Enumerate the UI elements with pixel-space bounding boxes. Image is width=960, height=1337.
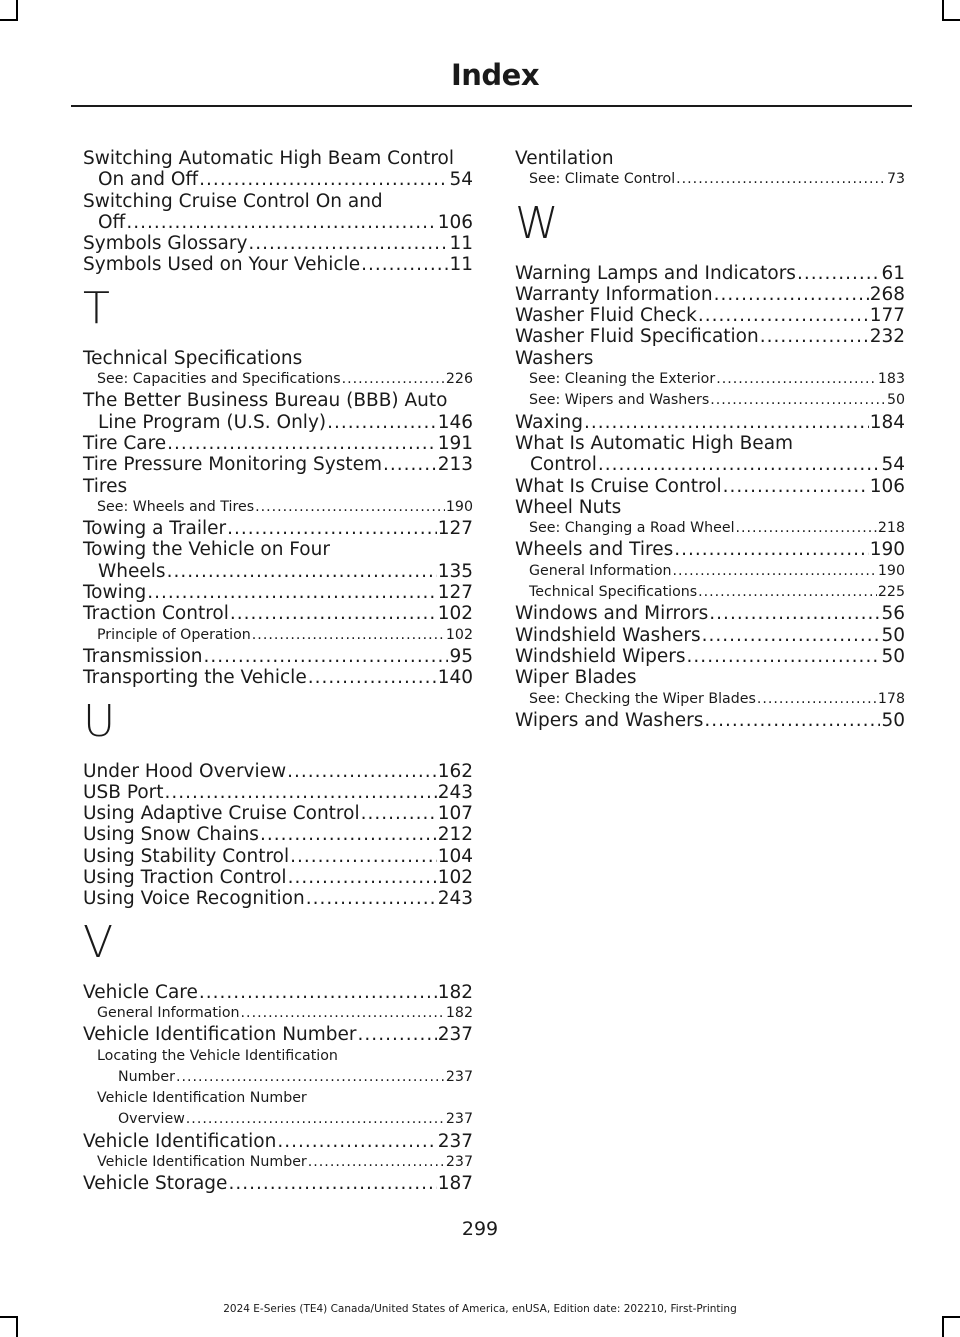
leader-dots [204,646,449,667]
index-entry [515,625,905,646]
crop-mark [942,1316,960,1318]
leader-dots [673,561,877,582]
index-term: See: Cleaning the Exterior [529,371,716,388]
index-line [83,761,473,782]
index-line [515,148,905,169]
index-line [515,625,905,646]
index-line [515,284,905,305]
index-term: Using Stability Control [83,845,290,867]
index-entry [83,539,473,582]
index-line [83,561,473,582]
index-term: Vehicle Identification Number [97,1153,307,1170]
index-line [83,982,473,1003]
index-line [529,369,905,390]
index-term: See: Capacities and Specifications [97,371,341,388]
page-ref[interactable]: 183 [877,371,905,388]
page-ref[interactable]: 187 [437,1173,473,1195]
index-subentry [515,369,905,390]
leader-dots [716,369,877,390]
page-ref[interactable]: 11 [449,233,473,255]
index-line [515,263,905,284]
page-ref[interactable]: 178 [877,690,905,707]
leader-dots [342,369,445,390]
index-line [97,1003,473,1024]
leader-dots [736,518,877,539]
index-entry [515,433,905,476]
index-entry [515,497,905,518]
index-term: Vehicle Storage [83,1173,228,1195]
page-ref[interactable]: 184 [869,411,905,433]
page-ref[interactable]: 212 [437,824,473,846]
index-line [83,254,473,275]
leader-dots [288,867,437,888]
page-ref[interactable]: 237 [445,1068,473,1085]
page-ref[interactable]: 106 [869,475,905,497]
index-term: Waxing [515,411,584,433]
index-subentry [515,518,905,539]
index-subentry [83,1003,473,1024]
index-term: Symbols Glossary [83,233,248,255]
index-line [83,1173,473,1194]
index-entry [83,433,473,454]
index-line [515,667,905,688]
leader-dots [723,476,869,497]
index-term: Tire Care [83,432,167,454]
index-line [83,888,473,909]
index-entry [83,867,473,888]
page-ref[interactable]: 61 [881,262,905,284]
leader-dots [327,412,437,433]
index-term: Towing [83,582,147,604]
leader-dots [714,284,869,305]
index-line [97,1067,473,1088]
index-subentry [83,625,473,646]
page-number: 299 [461,1218,499,1240]
index-entry [83,254,473,275]
page-ref[interactable]: 243 [437,888,473,910]
index-entry [515,326,905,347]
index-entry [83,390,473,433]
index-line [515,710,905,731]
index-entry [83,518,473,539]
page-ref[interactable]: 190 [877,562,905,579]
index-term: Using Traction Control [83,867,287,889]
index-line [83,582,473,603]
page-ref[interactable]: 218 [877,520,905,537]
index-term: Off [98,211,126,233]
index-line [97,1109,473,1130]
page-ref[interactable]: 225 [877,584,905,601]
index-line [83,169,473,190]
footer-text: 2024 E-Series (TE4) Canada/United States of America, enUSA, Edition date: 202210, First-Printing [223,1303,737,1315]
index-entry [83,803,473,824]
index-term: Using Adaptive Cruise Control [83,803,360,825]
index-line [83,803,473,824]
index-entry [83,982,473,1003]
index-line [83,846,473,867]
page-ref[interactable]: 268 [869,283,905,305]
header-rule [71,105,912,107]
page-ref[interactable]: 140 [437,667,473,689]
page-ref[interactable]: 50 [881,645,905,667]
index-entry [83,667,473,688]
section-letter: T [83,282,110,334]
leader-dots [252,625,445,646]
index-term: Under Hood Overview [83,760,287,782]
index-term: Overview [118,1111,185,1128]
index-term: Wheel Nuts [515,496,622,518]
index-term: Washer Fluid Specification [515,326,759,348]
index-line [83,454,473,475]
index-term: Towing a Trailer [83,518,227,540]
index-line [83,646,473,667]
index-entry [83,603,473,624]
leader-dots [709,603,880,624]
index-term: Transmission [83,645,203,667]
index-term: What Is Cruise Control [515,475,722,497]
index-entry [83,582,473,603]
index-subentry [515,169,905,190]
index-entry [515,412,905,433]
index-term: Symbols Used on Your Vehicle [83,254,361,276]
index-line [529,518,905,539]
index-entry [515,263,905,284]
leader-dots [167,433,437,454]
index-line [529,561,905,582]
page-ref[interactable]: 127 [437,582,473,604]
page-ref[interactable]: 73 [886,171,905,188]
page-ref[interactable]: 190 [869,539,905,561]
index-subentry [515,561,905,582]
leader-dots [361,254,448,275]
page-ref[interactable]: 162 [437,760,473,782]
leader-dots [584,412,869,433]
leader-dots [710,390,886,411]
index-line [83,1131,473,1152]
index-line [515,539,905,560]
section-letter: U [83,695,116,747]
index-line [515,305,905,326]
index-term: Number [118,1068,175,1085]
index-term: Technical Specifications [83,347,303,369]
index-term: Tire Pressure Monitoring System [83,454,383,476]
page-ref[interactable]: 106 [437,211,473,233]
index-entry [83,348,473,369]
crop-mark [0,1316,18,1318]
page-ref[interactable]: 237 [445,1111,473,1128]
leader-dots [797,263,881,284]
leader-dots [277,1131,436,1152]
page-ref[interactable]: 177 [869,305,905,327]
index-term: Principle of Operation [97,626,251,643]
leader-dots [260,824,437,845]
leader-dots [676,169,886,190]
page-ref[interactable]: 95 [449,645,473,667]
index-subentry [83,1088,473,1131]
page-ref[interactable]: 232 [869,326,905,348]
index-entry [515,710,905,731]
leader-dots [704,710,880,731]
index-term: See: Wipers and Washers [529,392,710,409]
index-line [515,348,905,369]
index-term: Windows and Mirrors [515,603,709,625]
index-entry [83,191,473,234]
index-term: USB Port [83,781,164,803]
index-entry [515,305,905,326]
page-ref[interactable]: 237 [445,1153,473,1170]
index-line [83,782,473,803]
index-entry [515,646,905,667]
page-ref[interactable]: 182 [437,981,473,1003]
index-term: Wheels [98,560,166,582]
index-subentry [515,390,905,411]
index-term: Control [530,454,597,476]
index-entry [515,348,905,369]
index-term: Windshield Washers [515,624,701,646]
index-entry [83,888,473,909]
leader-dots [255,497,445,518]
leader-dots [227,518,437,539]
index-line [515,476,905,497]
index-entry [83,1173,473,1194]
leader-dots [199,982,437,1003]
index-line [83,824,473,845]
index-entry [515,667,905,688]
index-entry [83,646,473,667]
page-ref[interactable]: 243 [437,781,473,803]
leader-dots [760,326,869,347]
page-ref[interactable]: 190 [445,498,473,515]
index-term: See: Changing a Road Wheel [529,520,735,537]
leader-dots [147,582,436,603]
index-term: See: Wheels and Tires [97,498,255,515]
index-line [515,454,905,475]
page-ref[interactable]: 102 [437,867,473,889]
index-line [529,582,905,603]
crop-mark [16,1317,18,1337]
index-term: Using Voice Recognition [83,888,305,910]
index-line [83,603,473,624]
page-ref[interactable]: 56 [881,603,905,625]
index-entry [83,846,473,867]
index-line [529,169,905,190]
page-ref[interactable]: 104 [437,845,473,867]
index-term: Warning Lamps and Indicators [515,262,796,284]
leader-dots [702,625,881,646]
page-ref[interactable]: 237 [437,1024,473,1046]
index-line [83,348,473,369]
index-line [515,497,905,518]
index-line [97,497,473,518]
index-line [83,476,473,497]
index-term: Line Program (U.S. Only) [98,411,327,433]
index-line [83,518,473,539]
index-term: See: Checking the Wiper Blades [529,690,756,707]
index-entry [83,1024,473,1045]
page-title: Index [450,58,540,92]
index-entry [515,476,905,497]
page-ref[interactable]: 146 [437,411,473,433]
index-entry [83,1131,473,1152]
section-letter: V [83,916,114,968]
header [0,0,960,110]
index-term: Locating the Vehicle Identification [97,1047,338,1064]
index-term: Vehicle Care [83,981,198,1003]
index-subentry [515,689,905,710]
leader-dots [241,1003,445,1024]
index-line [515,603,905,624]
index-line [83,212,473,233]
leader-dots [308,1152,445,1173]
index-entry [515,148,905,169]
index-term: Technical Specifications [529,584,698,601]
leader-dots [126,212,436,233]
index-entry [83,476,473,497]
index-line [83,433,473,454]
index-subentry [83,1046,473,1089]
page-ref[interactable]: 191 [437,432,473,454]
index-entry [515,539,905,560]
index-term: Vehicle Identification [83,1130,277,1152]
index-term: Wiper Blades [515,667,637,689]
index-subentry [515,582,905,603]
index-line [97,1152,473,1173]
index-term: On and Off [98,169,199,191]
index-entry [83,782,473,803]
index-entry [83,148,473,191]
leader-dots [228,1173,436,1194]
section-letter: W [515,197,559,249]
leader-dots [358,1024,437,1045]
page-ref[interactable]: 50 [881,624,905,646]
leader-dots [165,782,437,803]
index-line [83,867,473,888]
index-term: General Information [529,562,672,579]
index-column-left [83,148,473,1195]
index-term: Washer Fluid Check [515,305,697,327]
index-entry [83,761,473,782]
page-ref[interactable]: 102 [445,626,473,643]
page-ref[interactable]: 54 [881,454,905,476]
leader-dots [199,169,448,190]
leader-dots [698,305,869,326]
index-line [83,1024,473,1045]
index-line [529,390,905,411]
index-term: Towing the Vehicle on Four [83,539,330,561]
leader-dots [308,667,437,688]
index-term: Warranty Information [515,283,713,305]
index-column-right [515,148,905,731]
leader-dots [361,803,437,824]
index-term: Using Snow Chains [83,824,259,846]
index-term: Ventilation [515,148,614,169]
index-subentry [83,497,473,518]
leader-dots [687,646,881,667]
index-term: Vehicle Identification Number [83,1024,357,1046]
index-term: Wipers and Washers [515,709,704,731]
index-term: Vehicle Identification Number [97,1090,307,1107]
page-ref[interactable]: 237 [437,1130,473,1152]
index-entry [515,603,905,624]
index-term: The Better Business Bureau (BBB) Auto [83,390,448,412]
leader-dots [230,603,437,624]
leader-dots [698,582,877,603]
index-term: Transporting the Vehicle [83,667,307,689]
leader-dots [598,454,881,475]
page-ref[interactable]: 11 [449,254,473,276]
page-ref[interactable]: 107 [437,803,473,825]
index-entry [83,454,473,475]
page-ref[interactable]: 102 [437,603,473,625]
index-line [83,667,473,688]
page-ref[interactable]: 182 [445,1004,473,1021]
index-entry [83,233,473,254]
page-ref[interactable]: 213 [437,454,473,476]
index-line [97,369,473,390]
index-line [515,646,905,667]
leader-dots [167,561,437,582]
index-line [97,625,473,646]
index-line [529,689,905,710]
leader-dots [674,539,868,560]
leader-dots [186,1109,445,1130]
leader-dots [176,1067,445,1088]
index-term: See: Climate Control [529,171,676,188]
page-ref[interactable]: 50 [886,392,905,409]
page-ref[interactable]: 135 [437,560,473,582]
index-term: Washers [515,347,594,369]
index-term: Traction Control [83,603,229,625]
leader-dots [383,454,437,475]
leader-dots [287,761,437,782]
index-term: What Is Automatic High Beam [515,432,794,454]
crop-mark [942,1317,944,1337]
index-line [83,233,473,254]
page-ref[interactable]: 226 [445,371,473,388]
index-term: Wheels and Tires [515,539,674,561]
index-line [515,412,905,433]
leader-dots [248,233,448,254]
page-ref[interactable]: 50 [881,709,905,731]
leader-dots [757,689,877,710]
leader-dots [290,846,437,867]
page-ref[interactable]: 54 [449,169,473,191]
index-line [83,412,473,433]
index-entry [83,824,473,845]
index-line [515,326,905,347]
page-ref[interactable]: 127 [437,518,473,540]
index-term: Switching Cruise Control On and [83,190,383,212]
index-term: Switching Automatic High Beam Control [83,148,454,169]
index-entry [515,284,905,305]
leader-dots [306,888,437,909]
index-term: Tires [83,475,128,497]
index-subentry [83,369,473,390]
index-term: General Information [97,1004,240,1021]
index-term: Windshield Wipers [515,645,686,667]
index-subentry [83,1152,473,1173]
